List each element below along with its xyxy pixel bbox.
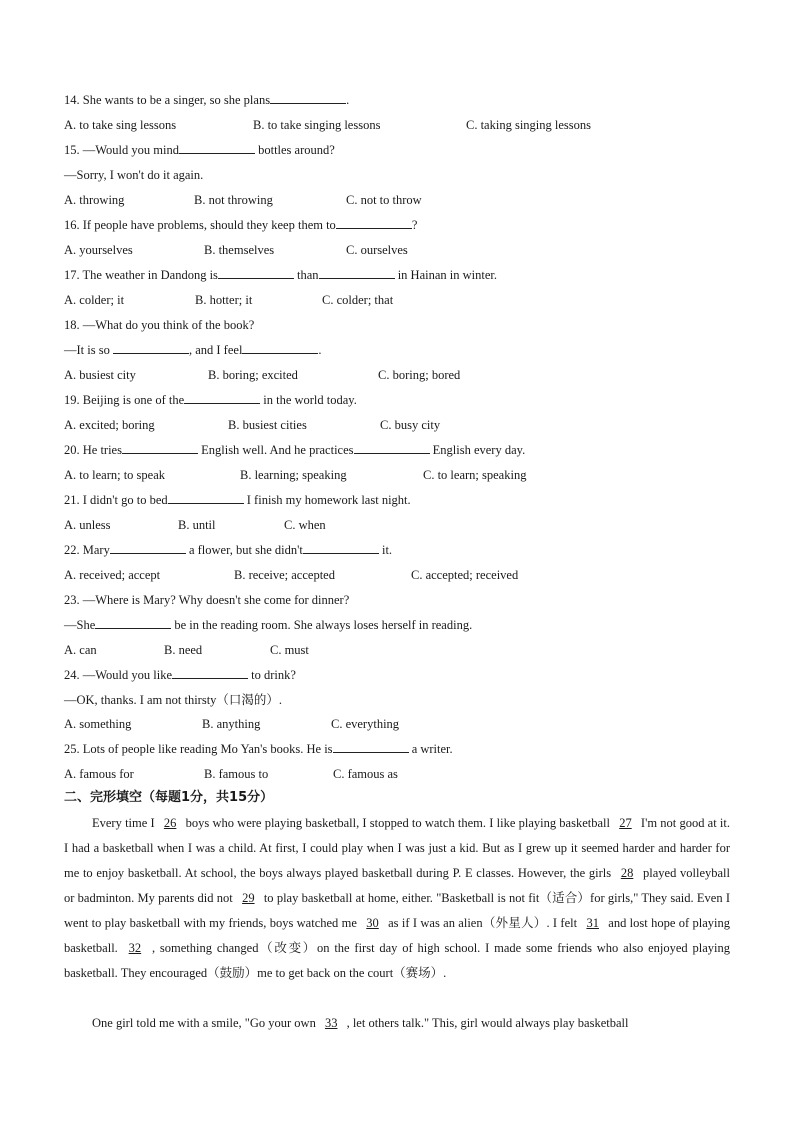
question-stem: 21. I didn't go to bed: [64, 493, 168, 507]
cloze-paragraph-2: [64, 1011, 730, 1036]
question-14: [64, 92, 349, 108]
question-stem: 14. She wants to be a singer, so she plans: [64, 93, 271, 107]
dialogue-reply: [64, 342, 322, 358]
answer-blank[interactable]: [242, 342, 318, 354]
question-stem: 24. —Would you like: [64, 668, 173, 682]
answer-blank[interactable]: [168, 492, 244, 504]
blank-29[interactable]: 29: [242, 891, 255, 905]
option-c[interactable]: C. to learn; speaking: [423, 468, 527, 482]
passage-text: , something changed（改变）on the first day of high school. I made some friends who also enjoyed playing basketball. They encouraged（鼓励）me to get back on the court（赛场）.: [64, 941, 730, 980]
question-stem-end: to drink?: [251, 668, 296, 682]
question-stem: 25. Lots of people like reading Mo Yan's books. He is: [64, 742, 333, 756]
question-stem-end: .: [346, 93, 350, 107]
option-c[interactable]: C. accepted; received: [411, 568, 519, 582]
option-b[interactable]: B. learning; speaking: [240, 468, 347, 482]
answer-blank[interactable]: [95, 617, 171, 629]
reply-text-end: be in the reading room. She always loses herself in reading.: [174, 618, 473, 632]
answer-blank[interactable]: [319, 267, 395, 279]
question-19: [64, 392, 357, 408]
question-stem-end: in the world today.: [263, 393, 357, 407]
option-a[interactable]: A. throwing: [64, 193, 125, 207]
question-25: [64, 741, 453, 757]
question-18: 18. —What do you think of the book?: [64, 318, 255, 332]
dialogue-reply: [64, 617, 472, 633]
option-b[interactable]: B. busiest cities: [228, 418, 307, 432]
option-a[interactable]: A. colder; it: [64, 293, 125, 307]
answer-blank[interactable]: [218, 267, 294, 279]
option-a[interactable]: A. famous for: [64, 767, 134, 781]
question-16: [64, 217, 417, 233]
option-a[interactable]: A. excited; boring: [64, 418, 155, 432]
option-c[interactable]: C. ourselves: [346, 243, 408, 257]
option-c[interactable]: C. boring; bored: [378, 368, 461, 382]
question-23: 23. —Where is Mary? Why doesn't she come for dinner?: [64, 593, 350, 607]
passage-text: Every time I: [92, 816, 158, 830]
option-b[interactable]: B. anything: [202, 717, 261, 731]
question-20: [64, 442, 525, 458]
blank-28[interactable]: 28: [620, 866, 634, 880]
passage-text: and lost hope of playing basketball.: [64, 916, 730, 955]
option-b[interactable]: B. until: [178, 518, 216, 532]
option-b[interactable]: B. themselves: [204, 243, 275, 257]
question-22: [64, 542, 392, 558]
question-15: [64, 142, 335, 158]
passage-text: One girl told me with a smile, "Go your own: [92, 1016, 319, 1030]
option-a[interactable]: A. to learn; to speak: [64, 468, 166, 482]
dialogue-reply: —OK, thanks. I am not thirsty（口渴的）.: [64, 693, 283, 707]
option-b[interactable]: B. need: [164, 643, 203, 657]
option-c[interactable]: C. busy city: [380, 418, 441, 432]
option-a[interactable]: A. to take sing lessons: [64, 118, 177, 132]
answer-blank[interactable]: [122, 442, 198, 454]
answer-blank[interactable]: [333, 741, 409, 753]
option-b[interactable]: B. receive; accepted: [234, 568, 335, 582]
question-stem-end: English every day.: [432, 443, 526, 457]
blank-30[interactable]: 30: [366, 916, 379, 930]
question-stem-end: bottles around?: [258, 143, 335, 157]
question-stem-end: a writer.: [411, 742, 453, 756]
reply-text: —It is so: [64, 343, 110, 357]
question-stem: 15. —Would you mind: [64, 143, 179, 157]
answer-blank[interactable]: [336, 217, 412, 229]
passage-text: to play basketball at home, either. "Basketball is not fit（适合）for girls," They said. Even I went to play basketball with my friends, boys watched me: [64, 891, 730, 930]
option-a[interactable]: A. busiest city: [64, 368, 136, 382]
option-c[interactable]: C. taking singing lessons: [466, 118, 592, 132]
blank-33[interactable]: 33: [324, 1016, 338, 1030]
option-b[interactable]: B. hotter; it: [195, 293, 253, 307]
option-a[interactable]: A. can: [64, 643, 97, 657]
question-stem-end: in Hainan in winter.: [397, 268, 497, 282]
answer-blank[interactable]: [354, 442, 430, 454]
question-stem: 17. The weather in Dandong is: [64, 268, 218, 282]
answer-blank[interactable]: [172, 667, 248, 679]
question-stem: 20. He tries: [64, 443, 122, 457]
answer-blank[interactable]: [184, 392, 260, 404]
blank-32[interactable]: 32: [128, 941, 142, 955]
question-stem: 22. Mary: [64, 543, 110, 557]
passage-text: , let others talk." This, girl would always play basketball: [343, 1016, 629, 1030]
answer-blank[interactable]: [179, 142, 255, 154]
blank-27[interactable]: 27: [619, 816, 632, 830]
option-a[interactable]: A. yourselves: [64, 243, 133, 257]
cloze-paragraph-1: [64, 811, 730, 986]
dialogue-reply: —Sorry, I won't do it again.: [64, 168, 204, 182]
option-a[interactable]: A. something: [64, 717, 132, 731]
option-a[interactable]: A. unless: [64, 518, 111, 532]
question-stem-mid: a flower, but she didn't: [188, 543, 303, 557]
option-b[interactable]: B. famous to: [204, 767, 269, 781]
option-c[interactable]: C. not to throw: [346, 193, 422, 207]
passage-text: I'm not good at it. I had a basketball when I was a child. At first, I could play when I was just a kid. But as I grew up it seemed harder and harder for me to enjoy basketball. At school, the boys always played basketball during P. E classes. However, the girls: [64, 816, 730, 880]
question-17: [64, 267, 497, 283]
answer-blank[interactable]: [270, 92, 346, 104]
question-stem-mid: than: [297, 268, 319, 282]
section-heading: 二、完形填空（每题1分，共15分）: [64, 790, 274, 805]
question-stem-end: I finish my homework last night.: [246, 493, 411, 507]
option-c[interactable]: C. famous as: [333, 767, 398, 781]
answer-blank[interactable]: [110, 542, 186, 554]
blank-26[interactable]: 26: [163, 816, 177, 830]
blank-31[interactable]: 31: [586, 916, 599, 930]
reply-text: —She: [64, 618, 96, 632]
question-stem-end: ?: [411, 218, 418, 232]
reply-text-end: .: [318, 343, 322, 357]
option-b[interactable]: B. boring; excited: [208, 368, 298, 382]
option-a[interactable]: A. received; accept: [64, 568, 161, 582]
passage-text: played volleyball or badminton. My parents did not: [64, 866, 730, 905]
question-21: [64, 492, 411, 508]
option-b[interactable]: B. not throwing: [194, 193, 273, 207]
option-c[interactable]: C. colder; that: [322, 293, 394, 307]
passage-text: boys who were playing basketball, I stopped to watch them. I like playing basketball: [182, 816, 614, 830]
option-c[interactable]: C. when: [284, 518, 326, 532]
passage-text: as if I was an alien（外星人）. I felt: [384, 916, 581, 930]
question-stem-mid: English well. And he practices: [201, 443, 354, 457]
question-24: [64, 667, 296, 683]
reply-text-mid: , and I feel: [188, 343, 243, 357]
answer-blank[interactable]: [113, 342, 189, 354]
option-b[interactable]: B. to take singing lessons: [253, 118, 381, 132]
answer-blank[interactable]: [303, 542, 379, 554]
question-stem: 19. Beijing is one of the: [64, 393, 185, 407]
option-c[interactable]: C. everything: [331, 717, 400, 731]
option-c[interactable]: C. must: [270, 643, 309, 657]
question-stem: 16. If people have problems, should they keep them to: [64, 218, 336, 232]
question-stem-end: it.: [381, 543, 393, 557]
